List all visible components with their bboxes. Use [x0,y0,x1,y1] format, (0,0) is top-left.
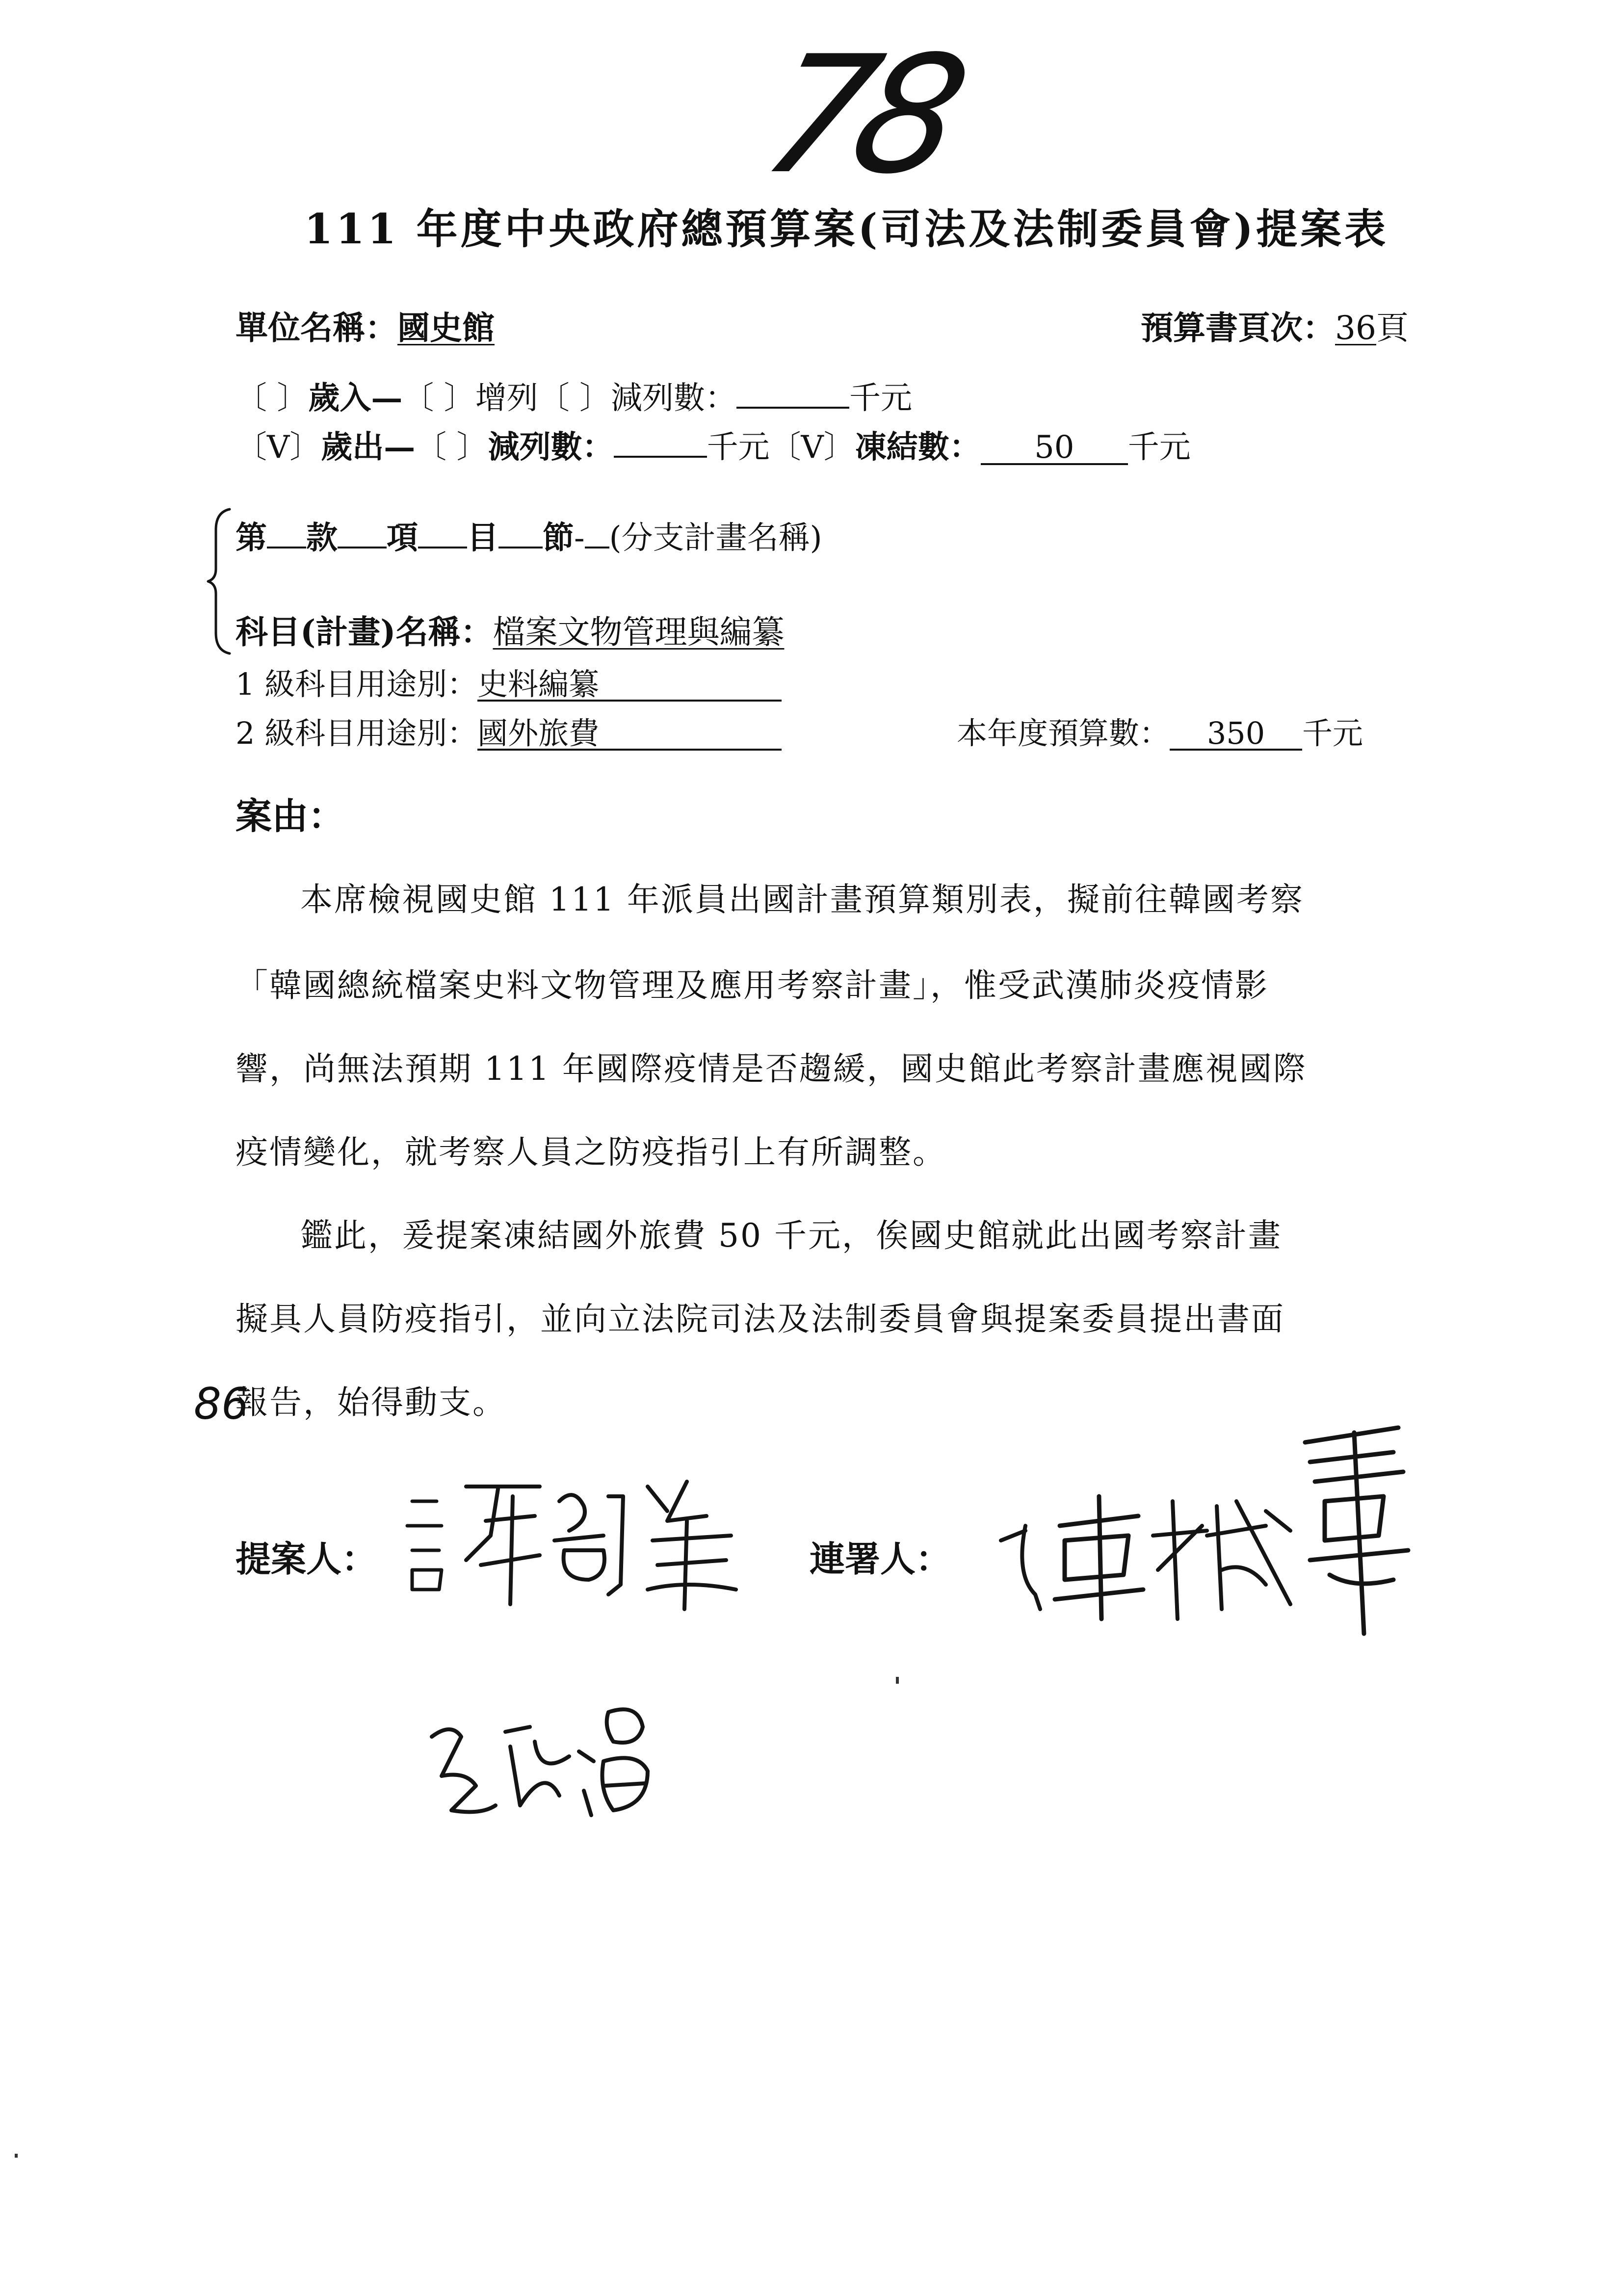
revenue-decrease-checkbox: 〔 〕 [538,380,611,417]
subject-row [236,606,784,652]
subject-label: 科目(計畫)名稱： [236,613,493,651]
section-xiang: 項 [387,520,418,556]
annual-budget-value: 350 [1170,718,1302,751]
revenue-increase-label: 增列 [475,380,538,417]
cosigner-label: 連署人： [810,1538,951,1580]
unit-row [236,302,495,348]
section-mu: 目 [467,520,498,556]
reason-line-3: 響，尚無法預期 111 年國際疫情是否趨緩，國史館此考察計畫應視國際 [236,1050,1307,1088]
left-brace [206,505,236,657]
section-mu-blank [498,519,543,548]
expense-label: 歲出— [321,429,416,466]
expense-decrease-blank [614,428,707,458]
level2-label: 2 級科目用途別： [236,715,478,751]
section-xiang-blank [418,519,467,548]
reason-line-6: 擬具人員防疫指引，並向立法院司法及法制委員會與提案委員提出書面 [236,1300,1285,1338]
form-title: 111 年度中央政府總預算案(司法及法制委員會)提案表 [304,205,1389,253]
expense-decrease-label: 減列數： [488,429,614,466]
revenue-amount-blank [736,379,849,409]
annual-budget-label: 本年度預算數： [957,715,1170,751]
budget-page-value: 36 [1335,309,1376,347]
section-di: 第 [236,520,267,556]
revenue-increase-checkbox: 〔 〕 [402,380,475,417]
proposer-signature-1 [393,1467,746,1614]
expense-unit-2: 千元 [1127,429,1191,466]
reason-heading: 案由： [236,795,344,837]
section-dash: - [574,520,585,556]
budget-page-suffix: 頁 [1376,309,1409,347]
expense-checkbox: 〔V〕 [236,429,321,466]
section-note: (分支計畫名稱) [609,520,822,556]
proposer-label: 提案人： [236,1538,377,1580]
section-di-blank [267,519,306,548]
reason-line-5: 鑑此，爰提案凍結國外旅費 50 千元，俟國史館就此出國考察計畫 [300,1217,1282,1254]
section-row [236,513,822,558]
unit-value: 國史館 [397,309,495,347]
level2-value: 國外旅費 [477,718,782,751]
level1-label: 1 級科目用途別： [236,666,478,702]
section-kuan: 款 [306,520,338,556]
freeze-amount: 50 [981,432,1128,465]
level2-row [236,709,782,753]
expense-unit-1: 千元 [707,429,770,466]
scan-dot [896,1677,899,1684]
freeze-checkbox: 〔V〕 [769,429,855,466]
reason-line-2: 「韓國總統檔案史料文物管理及應用考察計畫」，惟受武漢肺炎疫情影 [236,966,1269,1004]
handwritten-page-number: 78 [747,21,970,209]
revenue-checkbox: 〔 〕 [236,380,309,417]
revenue-row [236,373,912,418]
subject-value: 檔案文物管理與編纂 [493,613,785,651]
revenue-decrease-label: 減列數： [611,380,737,417]
revenue-unit: 千元 [849,380,913,417]
freeze-label: 凍結數： [855,429,981,466]
handwritten-margin-number: 86 [194,1379,249,1429]
reason-line-1: 本席檢視國史館 111 年派員出國計畫預算類別表，擬前往韓國考察 [300,881,1304,918]
section-jie-blank [585,519,609,548]
expense-row [236,422,1191,467]
proposer-signature-2 [422,1693,677,1830]
budget-page-row [1141,302,1409,348]
annual-budget-row [957,709,1363,753]
reason-line-4: 疫情變化，就考察人員之防疫指引上有所調整。 [236,1133,946,1171]
level1-row [236,660,782,704]
expense-decrease-checkbox: 〔 〕 [415,429,488,466]
cosigner-signature [991,1413,1433,1639]
budget-page-label: 預算書頁次： [1141,309,1335,347]
level1-value: 史料編纂 [477,669,782,702]
annual-budget-unit: 千元 [1302,715,1363,751]
section-kuan-blank [338,519,387,548]
section-jie: 節 [543,520,574,556]
revenue-label: 歲入— [308,380,403,417]
reason-line-7: 報告，始得動支。 [236,1383,506,1421]
scan-dot [15,2154,18,2158]
unit-label: 單位名稱： [236,309,397,347]
